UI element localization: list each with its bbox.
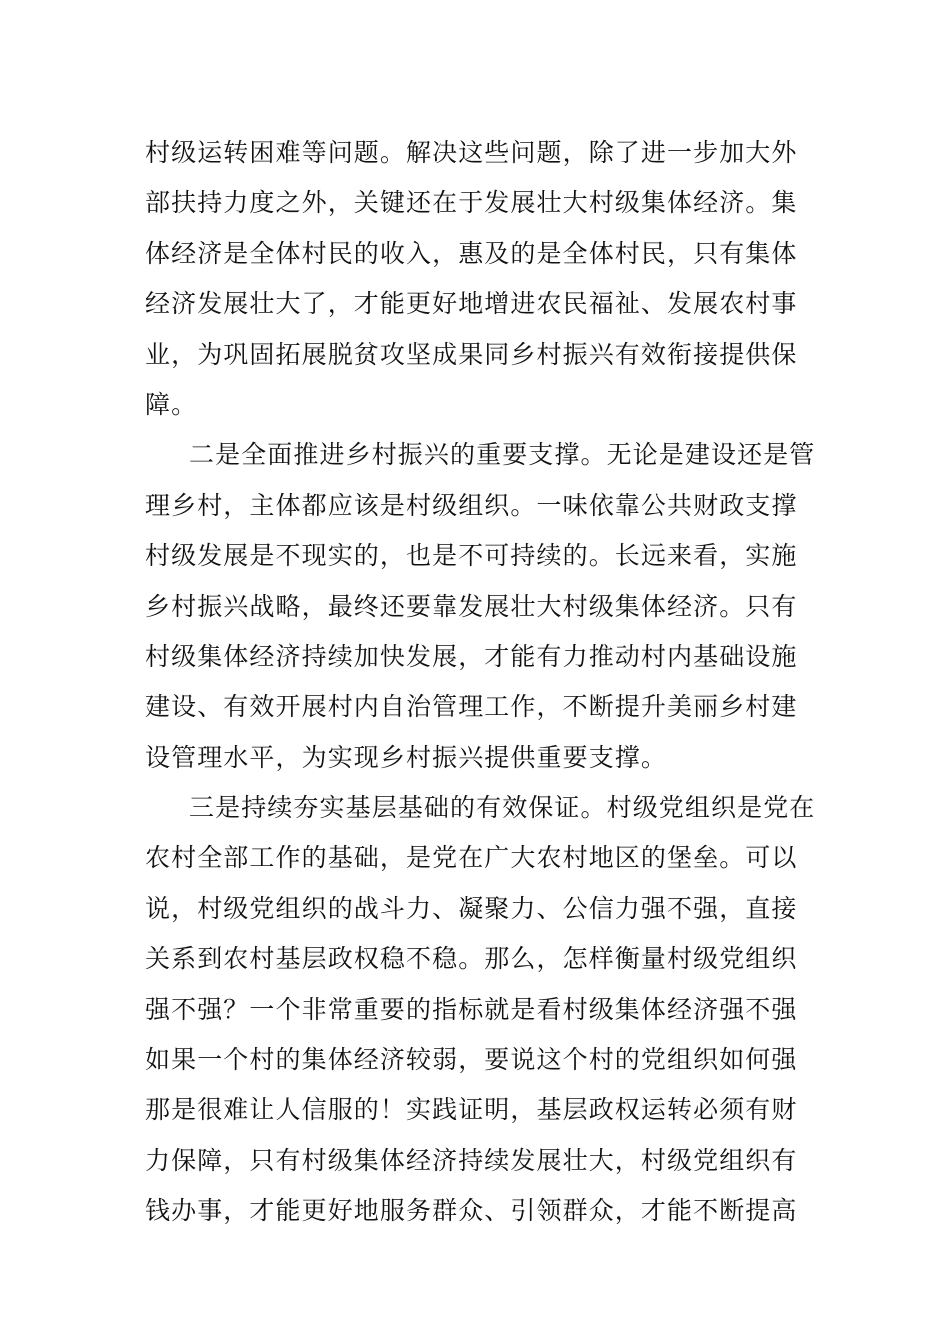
text-line: 设管理水平，为实现乡村振兴提供重要支撑。 xyxy=(145,742,668,772)
text-line: 那是很难让人信服的！实践证明，基层政权运转必须有财 xyxy=(145,1095,798,1125)
text-line: 强不强？一个非常重要的指标就是看村级集体经济强不强 xyxy=(145,994,798,1024)
paragraph-start-line: 三是持续夯实基层基础的有效保证。村级党组织是党在 xyxy=(189,793,816,823)
text-line: 如果一个村的集体经济较弱，要说这个村的党组织如何强 xyxy=(145,1045,798,1075)
text-line: 建设、有效开展村内自治管理工作，不断提升美丽乡村建 xyxy=(145,692,798,722)
paragraph-start-line: 二是全面推进乡村振兴的重要支撑。无论是建设还是管 xyxy=(189,440,816,470)
text-line: 体经济是全体村民的收入，惠及的是全体村民，只有集体 xyxy=(145,238,798,268)
text-line: 经济发展壮大了，才能更好地增进农民福祉、发展农村事 xyxy=(145,289,798,319)
text-line: 村级运转困难等问题。解决这些问题，除了进一步加大外 xyxy=(145,138,798,167)
text-line: 村级集体经济持续加快发展，才能有力推动村内基础设施 xyxy=(145,641,798,671)
text-line: 力保障，只有村级集体经济持续发展壮大，村级党组织有 xyxy=(145,1145,798,1175)
text-line: 说，村级党组织的战斗力、凝聚力、公信力强不强，直接 xyxy=(145,893,798,923)
text-line: 部扶持力度之外，关键还在于发展壮大村级集体经济。集 xyxy=(145,188,798,218)
text-line: 障。 xyxy=(145,389,198,419)
text-line: 理乡村，主体都应该是村级组织。一味依靠公共财政支撑 xyxy=(145,490,798,520)
text-line: 业，为巩固拓展脱贫攻坚成果同乡村振兴有效衔接提供保 xyxy=(145,339,798,369)
text-line: 农村全部工作的基础，是党在广大农村地区的堡垒。可以 xyxy=(145,843,798,873)
text-line: 乡村振兴战略，最终还要靠发展壮大村级集体经济。只有 xyxy=(145,591,798,621)
body-text xyxy=(145,128,815,1237)
text-line: 村级发展是不现实的，也是不可持续的。长远来看，实施 xyxy=(145,541,798,571)
text-line: 关系到农村基层政权稳不稳。那么，怎样衡量村级党组织 xyxy=(145,944,798,974)
text-line: 钱办事，才能更好地服务群众、引领群众，才能不断提高 xyxy=(145,1196,798,1226)
